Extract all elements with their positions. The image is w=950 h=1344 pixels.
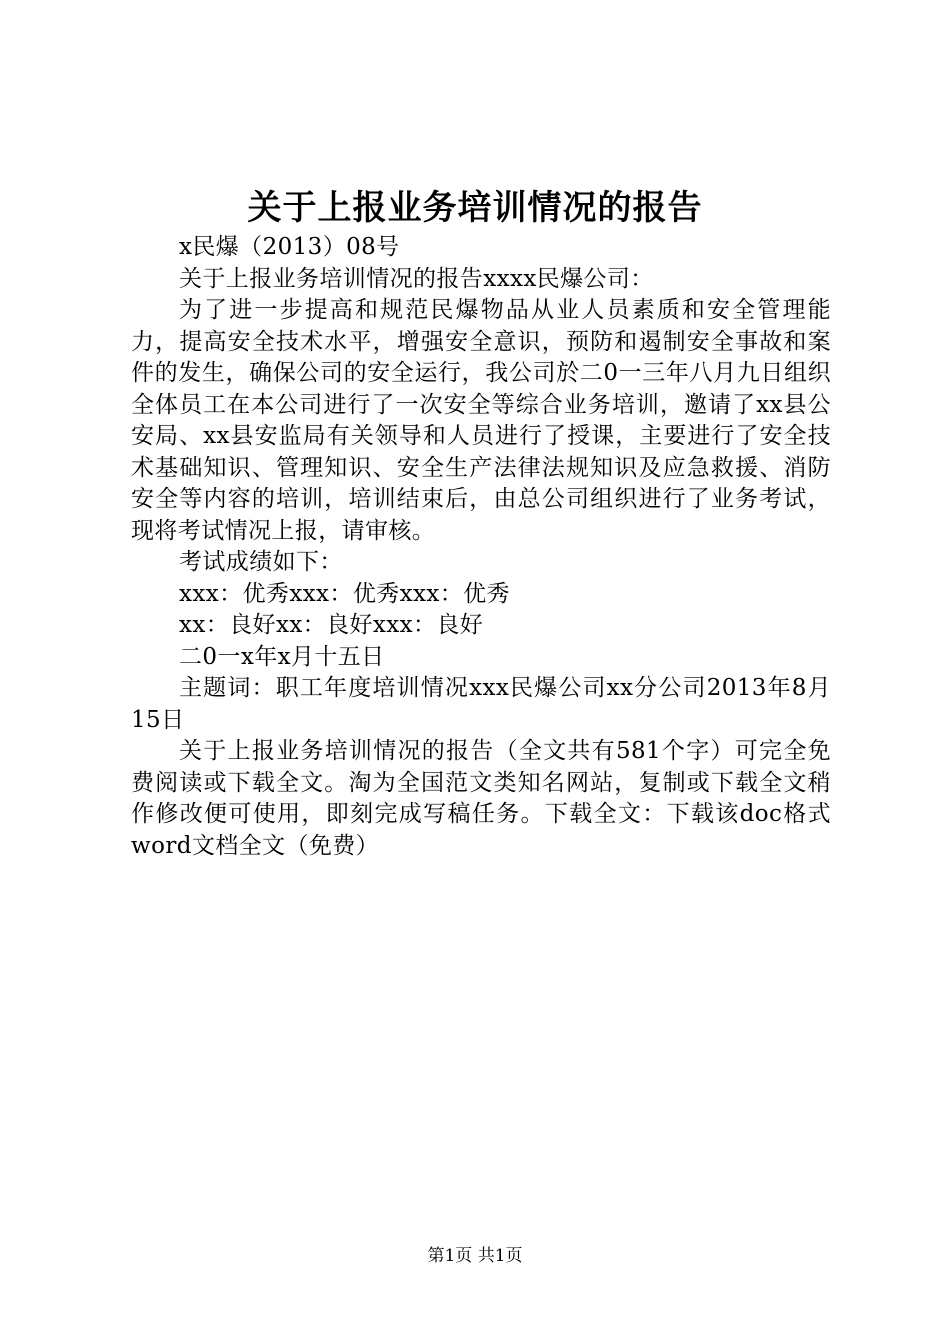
results-line-good: xx：良好xx：良好xxx：良好 bbox=[179, 612, 484, 638]
document-title: 关于上报业务培训情况的报告 bbox=[247, 188, 703, 228]
subject-keywords: 主题词：职工年度培训情况xxx民爆公司xx分公司2013年8月15日 bbox=[131, 675, 831, 733]
page-footer: 第1页 共1页 bbox=[427, 1246, 523, 1266]
addressee-line: 关于上报业务培训情况的报告xxxx民爆公司： bbox=[179, 265, 654, 292]
results-line-excellent: xxx：优秀xxx：优秀xxx：优秀 bbox=[179, 580, 510, 607]
document-number: x民爆（2013）08号 bbox=[179, 234, 400, 260]
document-body bbox=[131, 232, 831, 862]
body-paragraph: 为了进一步提高和规范民爆物品从业人员素质和安全管理能力，提高安全技术水平，增强安全意识，预防和遏制安全事故和案件的发生，确保公司的安全运行，我公司於二0一三年八月九日组织全体员工在本公司进行了一次安全等综合业务培训，邀请了xx县公安局、xx县安监局有关领导和人员进行了授课，主要进行了安全技术基础知识、管理知识、安全生产法律法规知识及应急救援、消防安全等内容的培训，培训结束后，由总公司组织进行了业务考试，现将考试情况上报，请审核。 bbox=[131, 297, 831, 544]
results-heading: 考试成绩如下： bbox=[179, 549, 343, 575]
download-notice: 关于上报业务培训情况的报告（全文共有581个字）可完全免费阅读或下载全文。淘为全国范文类知名网站，复制或下载全文稍作修改便可使用，即刻完成写稿任务。下载全文：下载该doc格式word文档全文（免费） bbox=[131, 738, 831, 859]
date-line: 二0一x年x月十五日 bbox=[179, 643, 385, 670]
